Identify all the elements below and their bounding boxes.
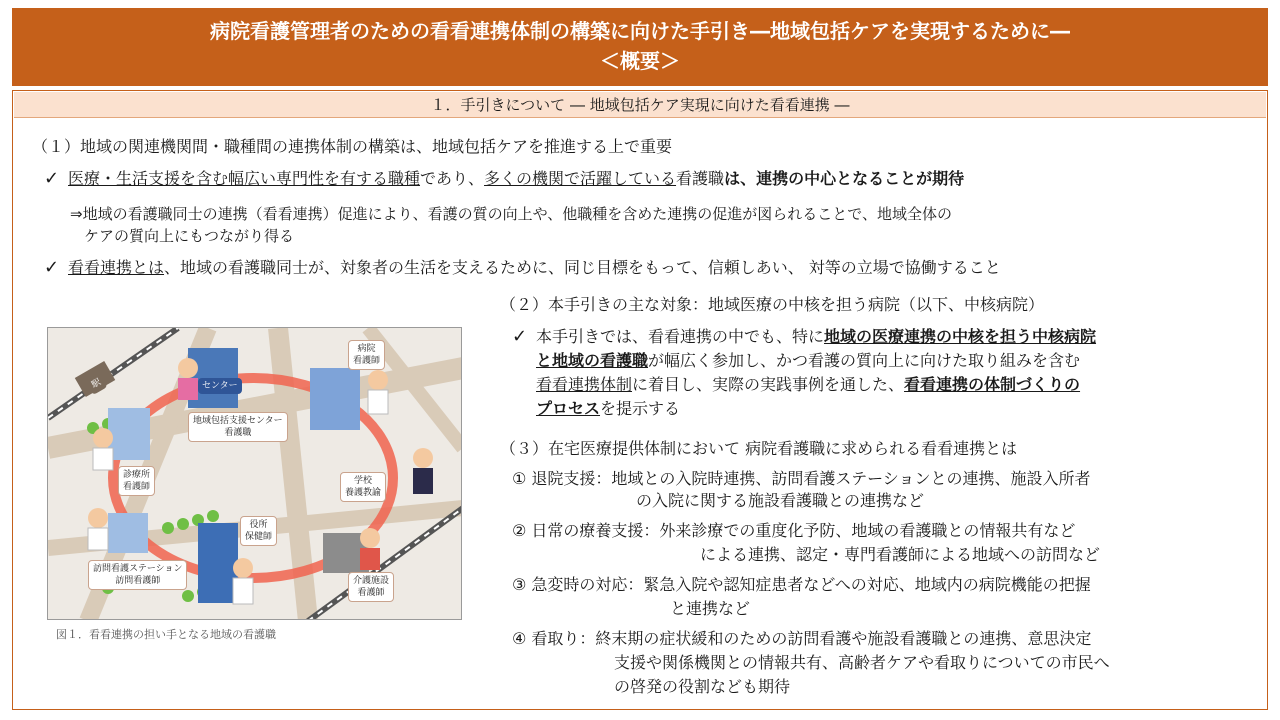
community-nursing-illustration [47,327,462,620]
bullet2-underline-2: とは [132,258,165,277]
bullet1-text-1: であり、 [420,169,485,188]
part3-item4-line3: の啓発の役割なども期待 [614,677,791,696]
part3-item3-line2: と連携など [670,599,751,618]
part1-bullet1 [68,168,964,190]
part3-item1-line2: の入院に関する施設看護職との連携など [636,491,925,510]
title-line-1: 病院看護管理者のための看看連携体制の構築に向けた手引き―地域包括ケアを実現するために― [210,19,1070,43]
bullet2-underline-1: 看看連携 [68,258,133,277]
part3-item4-line2: 支援や関係機関との情報共有、高齢者ケアや看取りについての市民へ [614,653,1110,672]
bullet1-text-2: 看護職 [676,169,725,188]
part2-line4 [536,398,680,420]
part1-heading: （１）地域の関連機関間・職種間の連携体制の構築は、地域包括ケアを推進する上で重要 [32,137,673,156]
title-line-2: ＜概要＞ [600,49,680,73]
figure-caption: 図１．看看連携の担い手となる地域の看護職 [56,628,276,641]
part1-note-line1: ⇒地域の看護職同士の連携（看看連携）促進により、看護の質の向上や、他職種を含めた連携の促進が図られることで、地域全体の [70,205,952,223]
part2-line3-underline: 看看連携体制 [536,375,633,394]
bullet2-text: 、地域の看護職同士が、対象者の生活を支えるために、同じ目標をもって、信頼しあい、 対等の立場で協働すること [164,258,1001,277]
part3-item2-line1: ② 日常の療養支援：外来診療での重度化予防、地域の看護職との情報共有など [512,521,1076,540]
part2-line3-underline-2: 看看連携の体制づくりの [904,375,1081,394]
part2-line3-text: に着目し、実際の実践事例を通した、 [632,375,905,394]
center-sign: センター [198,378,242,394]
section-heading: １．手引きについて ― 地域包括ケア実現に向けた看看連携 ― [14,92,1266,118]
label-office: 役所 保健師 [240,516,277,546]
part1-bullet2 [68,257,1001,279]
label-care-facility: 介護施設 看護師 [348,572,394,602]
check-icon: ✓ [512,326,528,347]
document-title [12,8,1268,86]
part2-line1-underline: 地域の医療連携の中核を担う中核病院 [824,327,1097,346]
part1-note-line2: ケアの質向上にもつながり得る [84,227,295,245]
bullet1-bold: は、連携の中心となることが期待 [724,169,965,188]
part2-line1 [536,326,1096,348]
part2-line4-underline: プロセス [536,399,601,418]
label-school: 学校 養護教諭 [340,472,386,502]
label-center: 地域包括支援センター 看護職 [188,412,288,442]
label-visiting-nurse-station: 訪問看護ステーション 訪問看護師 [88,560,187,590]
label-clinic: 診療所 看護師 [118,466,155,496]
part2-line4-text: を提示する [600,399,681,418]
part3-item1-line1: ① 退院支援：地域との入院時連携、訪問看護ステーションとの連携、施設入所者 [512,469,1091,488]
check-icon: ✓ [44,168,60,189]
check-icon: ✓ [44,257,60,278]
part3-item3-line1: ③ 急変時の対応：緊急入院や認知症患者などへの対応、地域内の病院機能の把握 [512,575,1091,594]
part2-line2 [536,350,1080,372]
part2-line2-underline: と地域の看護職 [536,351,649,370]
part3-heading: （３）在宅医療提供体制において 病院看護職に求められる看看連携とは [500,439,1018,458]
bullet1-underline-2: 多くの機関で活躍している [484,169,677,188]
part2-line3 [536,374,1080,396]
part3-item4-line1: ④ 看取り：終末期の症状緩和のための訪問看護や施設看護職との連携、意思決定 [512,629,1092,648]
part3-item2-line2: による連携、認定・専門看護師による地域への訪問など [700,545,1101,564]
station-label: 駅 [85,373,108,395]
bullet1-underline-1: 医療・生活支援を含む幅広い専門性を有する職種 [68,169,421,188]
label-hospital: 病院 看護師 [348,340,385,370]
part2-line1-text: 本手引きでは、看看連携の中でも、特に [536,327,825,346]
part2-line2-text: が幅広く参加し、かつ看護の質向上に向けた取り組みを含む [648,351,1081,370]
part2-heading: （２）本手引きの主な対象：地域医療の中核を担う病院（以下、中核病院） [500,295,1045,314]
